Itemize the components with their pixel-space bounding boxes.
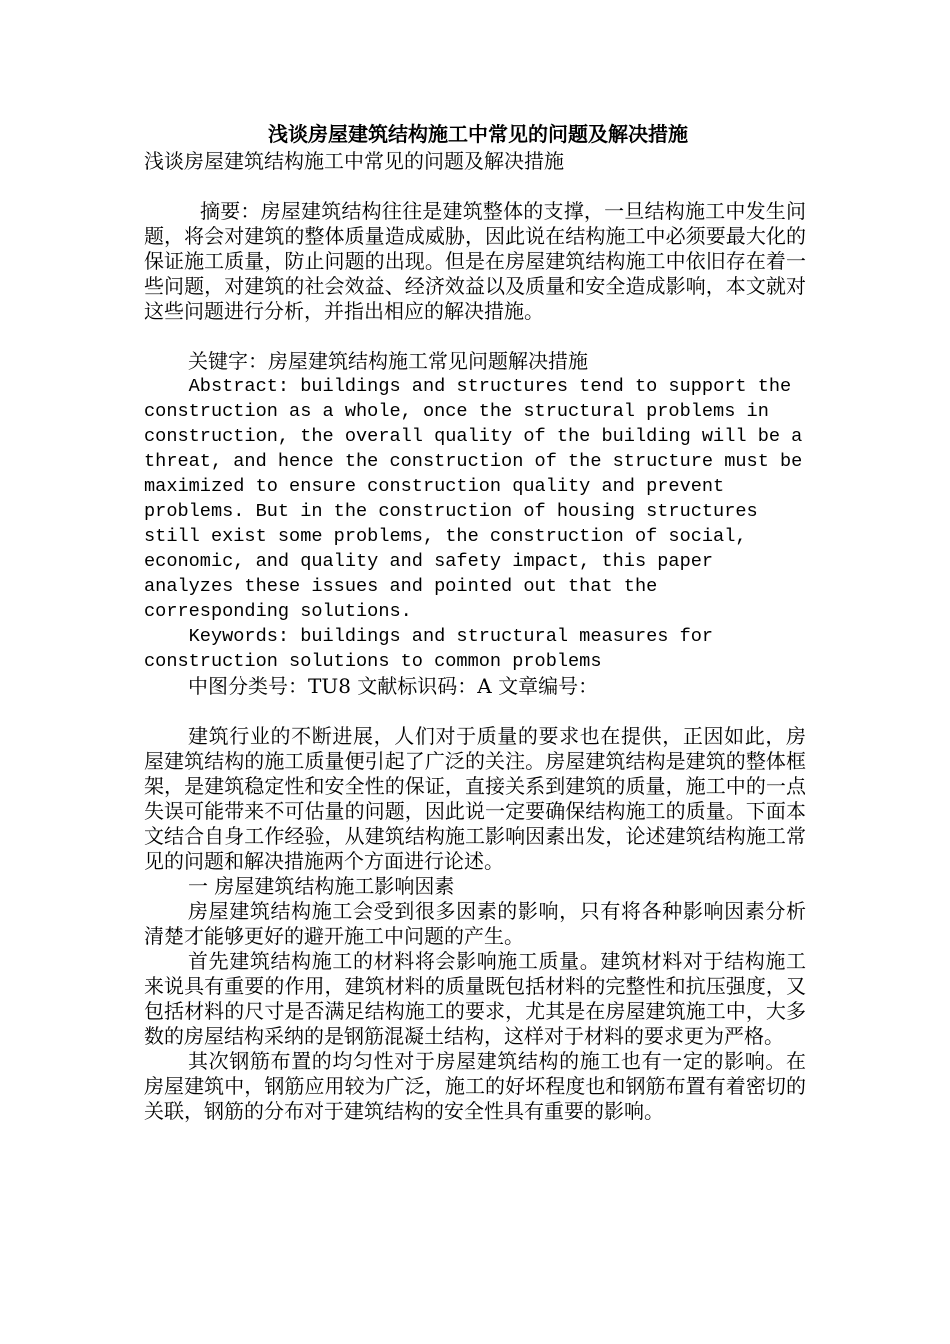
body-paragraph: 其次钢筋布置的均匀性对于房屋建筑结构的施工也有一定的影响。在房屋建筑中，钢筋应用较为广泛，施工的好坏程度也和钢筋布置有着密切的关联，钢筋的分布对于建筑结构的安全性具有重要的影响。 [144,1049,806,1123]
keywords-en: Keywords: buildings and structural measures for construction solutions to common problems [144,626,714,672]
abstract-en: Abstract: buildings and structures tend to support the construction as a whole, once the structural problems in construction, the overall quality of the building will be a threat, and hence the construction of the structure must be maximized to ensure construction quality and prevent problems. But in the construction of housing structures still exist some problems, the construction of social, economic, and quality and safety impact, this paper analyzes these issues and pointed out that the corresponding solutions. [144,376,803,622]
document-page [144,120,806,1124]
classification-line: 中图分类号：TU8 文献标识码：A 文章编号： [188,674,599,698]
spacer [144,699,806,724]
spacer [144,324,806,349]
document-title: 浅谈房屋建筑结构施工中常见的问题及解决措施 [268,122,688,146]
keywords-cn: 关键字：房屋建筑结构施工常见问题解决措施 [188,349,588,373]
intro-paragraph: 建筑行业的不断进展，人们对于质量的要求也在提供，正因如此，房屋建筑结构的施工质量便引起了广泛的关注。房屋建筑结构是建筑的整体框架，是建筑稳定性和安全性的保证，直接关系到建筑的质量，施工中的一点失误可能带来不可估量的问题，因此说一定要确保结构施工的质量。下面本文结合自身工作经验，从建筑结构施工影响因素出发，论述建筑结构施工常见的问题和解决措施两个方面进行论述。 [144,724,806,873]
body-paragraph: 首先建筑结构施工的材料将会影响施工质量。建筑材料对于结构施工来说具有重要的作用，建筑材料的质量既包括材料的完整性和抗压强度，又包括材料的尺寸是否满足结构施工的要求，尤其是在房屋建筑施工中，大多数的房屋结构采纳的是钢筋混凝土结构，这样对于材料的要求更为严格。 [144,949,806,1048]
body-paragraph: 房屋建筑结构施工会受到很多因素的影响，只有将各种影响因素分析清楚才能够更好的避开施工中问题的产生。 [144,899,806,948]
abstract-cn: 摘要：房屋建筑结构往往是建筑整体的支撑，一旦结构施工中发生问题，将会对建筑的整体质量造成威胁，因此说在结构施工中必须要最大化的保证施工质量，防止问题的出现。但是在房屋建筑结构施工中依旧存在着一些问题，对建筑的社会效益、经济效益以及质量和安全造成影响，本文就对这些问题进行分析，并指出相应的解决措施。 [144,199,806,323]
section-heading: 一 房屋建筑结构施工影响因素 [188,874,455,898]
spacer [144,174,806,199]
document-subtitle: 浅谈房屋建筑结构施工中常见的问题及解决措施 [144,149,564,173]
